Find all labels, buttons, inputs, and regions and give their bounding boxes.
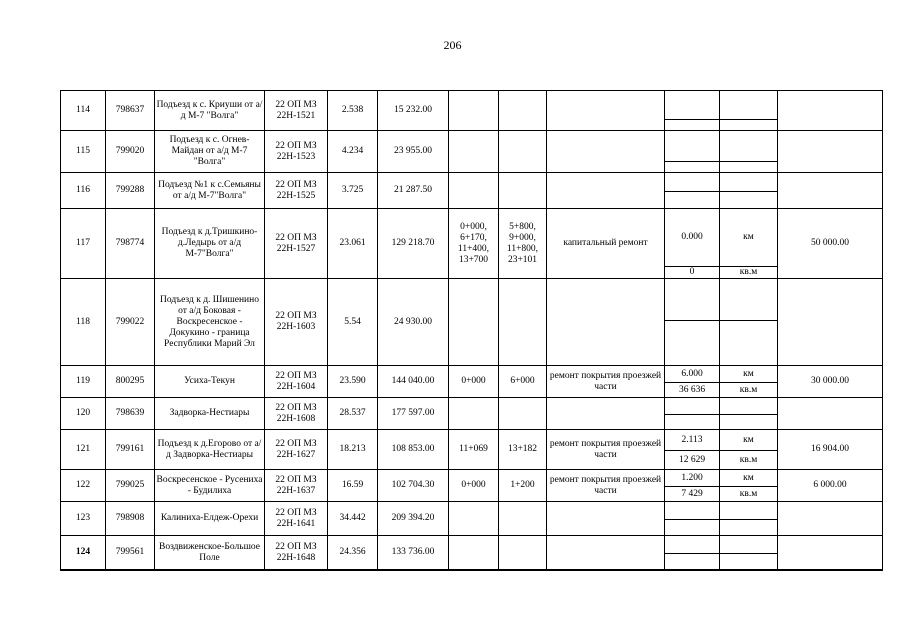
work-sum xyxy=(778,173,883,209)
row-number: 114 xyxy=(61,91,106,131)
table-row xyxy=(61,173,883,209)
volume-unit-bottom: кв.м xyxy=(720,266,777,278)
road-code: 798908 xyxy=(106,502,155,536)
road-length: 4.234 xyxy=(328,131,378,173)
table-row xyxy=(61,536,883,571)
road-name: Подъезд к д.Тришкино-д.Ледырь от а/д М-7"Волга" xyxy=(155,209,265,279)
work-volume-bottom xyxy=(665,519,719,535)
volume-unit-cell xyxy=(720,173,778,209)
km-to xyxy=(499,131,547,173)
volume-unit-top: км xyxy=(743,434,754,445)
work-sum: 30 000.00 xyxy=(778,366,883,398)
volume-unit-cell xyxy=(720,279,778,366)
work-volume-cell xyxy=(665,398,720,430)
road-cost: 21 287.50 xyxy=(378,173,449,209)
road-name: Воздвиженское-Большое Поле xyxy=(155,536,265,571)
road-cost: 209 394.20 xyxy=(378,502,449,536)
row-number: 120 xyxy=(61,398,106,430)
volume-unit-cell xyxy=(720,470,778,502)
work-volume-bottom xyxy=(665,161,719,172)
road-identifier: 22 ОП МЗ 22Н-1641 xyxy=(265,502,328,536)
row-number: 121 xyxy=(61,430,106,470)
km-from xyxy=(449,398,499,430)
table-row xyxy=(61,91,883,131)
km-from xyxy=(449,131,499,173)
km-from xyxy=(449,502,499,536)
table-row xyxy=(61,209,883,279)
volume-unit-bottom: кв.м xyxy=(720,450,777,469)
work-sum: 6 000.00 xyxy=(778,470,883,502)
volume-unit-cell xyxy=(720,536,778,571)
work-volume-cell xyxy=(665,366,720,398)
road-identifier: 22 ОП МЗ 22Н-1604 xyxy=(265,366,328,398)
work-volume-bottom xyxy=(665,553,719,569)
road-cost: 133 736.00 xyxy=(378,536,449,571)
km-from xyxy=(449,536,499,571)
work-volume-bottom: 7 429 xyxy=(665,486,719,501)
row-number: 116 xyxy=(61,173,106,209)
road-cost: 15 232.00 xyxy=(378,91,449,131)
work-type xyxy=(547,131,665,173)
row-number: 117 xyxy=(61,209,106,279)
volume-unit-top xyxy=(720,173,777,191)
volume-unit-cell xyxy=(720,209,778,279)
work-volume-top xyxy=(665,502,719,519)
km-to: 13+182 xyxy=(499,430,547,470)
road-code: 799025 xyxy=(106,470,155,502)
road-length: 23.590 xyxy=(328,366,378,398)
work-type xyxy=(547,536,665,571)
work-volume-bottom: 12 629 xyxy=(665,450,719,469)
km-from: 0+000 xyxy=(449,366,499,398)
km-to xyxy=(499,279,547,366)
road-code: 798637 xyxy=(106,91,155,131)
road-name: Воскресенское - Русениха - Будилиха xyxy=(155,470,265,502)
volume-unit-top xyxy=(720,279,777,320)
volume-unit-cell xyxy=(720,398,778,430)
road-code: 799020 xyxy=(106,131,155,173)
volume-unit-top: км xyxy=(743,232,754,242)
work-volume-bottom xyxy=(665,191,719,208)
km-to xyxy=(499,536,547,571)
work-volume-cell xyxy=(665,209,720,279)
km-to xyxy=(499,502,547,536)
road-length: 3.725 xyxy=(328,173,378,209)
volume-unit-bottom xyxy=(720,119,777,130)
volume-unit-cell xyxy=(720,430,778,470)
km-from xyxy=(449,91,499,131)
work-type xyxy=(547,398,665,430)
volume-unit-cell xyxy=(720,502,778,536)
work-volume-top: 2.113 xyxy=(681,434,703,445)
work-type: ремонт покрытия проезжей части xyxy=(547,366,665,398)
km-to xyxy=(499,173,547,209)
work-sum xyxy=(778,131,883,173)
volume-unit-cell xyxy=(720,131,778,173)
work-volume-bottom xyxy=(665,119,719,130)
work-volume-cell xyxy=(665,279,720,366)
work-sum xyxy=(778,536,883,571)
volume-unit-top: км xyxy=(743,472,754,483)
work-volume-top xyxy=(665,91,719,119)
work-volume-cell xyxy=(665,91,720,131)
work-volume-cell xyxy=(665,536,720,571)
work-type xyxy=(547,173,665,209)
road-code: 798774 xyxy=(106,209,155,279)
road-cost: 129 218.70 xyxy=(378,209,449,279)
work-type xyxy=(547,279,665,366)
work-sum xyxy=(778,398,883,430)
km-to: 1+200 xyxy=(499,470,547,502)
road-name: Подъезд к с. Огнев-Майдан от а/д М-7 "Волга" xyxy=(155,131,265,173)
road-length: 28.537 xyxy=(328,398,378,430)
work-sum xyxy=(778,91,883,131)
work-type: капитальный ремонт xyxy=(547,209,665,279)
roads-table xyxy=(60,90,883,571)
km-to: 6+000 xyxy=(499,366,547,398)
volume-unit-top xyxy=(720,398,777,414)
road-code: 799288 xyxy=(106,173,155,209)
table-row xyxy=(61,366,883,398)
road-cost: 23 955.00 xyxy=(378,131,449,173)
road-identifier: 22 ОП МЗ 22Н-1608 xyxy=(265,398,328,430)
road-code: 799561 xyxy=(106,536,155,571)
volume-unit-top xyxy=(720,131,777,161)
road-length: 2.538 xyxy=(328,91,378,131)
road-cost: 144 040.00 xyxy=(378,366,449,398)
volume-unit-bottom xyxy=(720,414,777,429)
table-row xyxy=(61,279,883,366)
row-number: 122 xyxy=(61,470,106,502)
work-volume-bottom: 36 636 xyxy=(665,382,719,397)
work-volume-top xyxy=(665,131,719,161)
volume-unit-top xyxy=(720,91,777,119)
km-to xyxy=(499,398,547,430)
road-identifier: 22 ОП МЗ 22Н-1637 xyxy=(265,470,328,502)
volume-unit-bottom xyxy=(720,519,777,535)
work-volume-top: 0.000 xyxy=(681,232,703,242)
road-length: 34.442 xyxy=(328,502,378,536)
work-volume-cell xyxy=(665,131,720,173)
road-identifier: 22 ОП МЗ 22Н-1523 xyxy=(265,131,328,173)
page-number: 206 xyxy=(443,38,462,52)
table-row xyxy=(61,470,883,502)
volume-unit-bottom: кв.м xyxy=(720,382,777,397)
row-number: 119 xyxy=(61,366,106,398)
work-type xyxy=(547,502,665,536)
road-name: Калиниха-Елдеж-Орехи xyxy=(155,502,265,536)
road-name: Задворка-Нестиары xyxy=(155,398,265,430)
row-number: 124 xyxy=(61,536,106,571)
road-length: 24.356 xyxy=(328,536,378,571)
road-length: 5.54 xyxy=(328,279,378,366)
road-length: 16.59 xyxy=(328,470,378,502)
km-to xyxy=(499,91,547,131)
km-from xyxy=(449,173,499,209)
work-type: ремонт покрытия проезжей части xyxy=(547,470,665,502)
work-sum xyxy=(778,502,883,536)
road-length: 18.213 xyxy=(328,430,378,470)
road-cost: 102 704.30 xyxy=(378,470,449,502)
km-from: 11+069 xyxy=(449,430,499,470)
km-to: 5+800, 9+000, 11+800, 23+101 xyxy=(499,209,547,279)
work-volume-cell xyxy=(665,502,720,536)
volume-unit-bottom xyxy=(720,191,777,208)
work-sum xyxy=(778,279,883,366)
row-number: 118 xyxy=(61,279,106,366)
km-from: 0+000 xyxy=(449,470,499,502)
road-code: 800295 xyxy=(106,366,155,398)
road-identifier: 22 ОП МЗ 22Н-1627 xyxy=(265,430,328,470)
km-from: 0+000, 6+170, 11+400, 13+700 xyxy=(449,209,499,279)
row-number: 123 xyxy=(61,502,106,536)
road-identifier: 22 ОП МЗ 22Н-1525 xyxy=(265,173,328,209)
road-cost: 24 930.00 xyxy=(378,279,449,366)
table-row xyxy=(61,430,883,470)
work-volume-bottom: 0 xyxy=(665,266,719,278)
work-volume-top xyxy=(665,279,719,320)
work-volume-top xyxy=(665,536,719,553)
work-type xyxy=(547,91,665,131)
work-type: ремонт покрытия проезжей части xyxy=(547,430,665,470)
road-identifier: 22 ОП МЗ 22Н-1603 xyxy=(265,279,328,366)
road-code: 799022 xyxy=(106,279,155,366)
row-number: 115 xyxy=(61,131,106,173)
table-row xyxy=(61,502,883,536)
table-row xyxy=(61,398,883,430)
volume-unit-bottom xyxy=(720,320,777,365)
road-identifier: 22 ОП МЗ 22Н-1648 xyxy=(265,536,328,571)
work-volume-top: 1.200 xyxy=(681,472,703,483)
road-name: Подъезд к д. Шишенино от а/д Боковая - Воскресенское - Докукино - граница Республики Марий Эл xyxy=(155,279,265,366)
volume-unit-top xyxy=(720,502,777,519)
volume-unit-bottom: кв.м xyxy=(720,486,777,501)
volume-unit-cell xyxy=(720,91,778,131)
road-name: Подъезд №1 к с.Семьяны от а/д М-7"Волга" xyxy=(155,173,265,209)
work-volume-bottom xyxy=(665,320,719,365)
road-cost: 108 853.00 xyxy=(378,430,449,470)
km-from xyxy=(449,279,499,366)
volume-unit-top xyxy=(720,536,777,553)
road-cost: 177 597.00 xyxy=(378,398,449,430)
work-sum: 50 000.00 xyxy=(778,209,883,279)
volume-unit-cell xyxy=(720,366,778,398)
work-volume-bottom xyxy=(665,414,719,429)
work-volume-cell xyxy=(665,470,720,502)
work-sum: 16 904.00 xyxy=(778,430,883,470)
volume-unit-bottom xyxy=(720,553,777,569)
road-name: Подъезд к д.Егорово от а/д Задворка-Нестиары xyxy=(155,430,265,470)
work-volume-top xyxy=(665,398,719,414)
work-volume-top xyxy=(665,173,719,191)
road-code: 798639 xyxy=(106,398,155,430)
road-code: 799161 xyxy=(106,430,155,470)
table-row xyxy=(61,131,883,173)
work-volume-cell xyxy=(665,430,720,470)
volume-unit-bottom xyxy=(720,161,777,172)
road-identifier: 22 ОП МЗ 22Н-1521 xyxy=(265,91,328,131)
road-name: Усиха-Текун xyxy=(155,366,265,398)
road-name: Подъезд к с. Криуши от а/д М-7 "Волга" xyxy=(155,91,265,131)
road-length: 23.061 xyxy=(328,209,378,279)
work-volume-cell xyxy=(665,173,720,209)
work-volume-top: 6.000 xyxy=(681,368,703,379)
road-identifier: 22 ОП МЗ 22Н-1527 xyxy=(265,209,328,279)
volume-unit-top: км xyxy=(743,368,754,379)
